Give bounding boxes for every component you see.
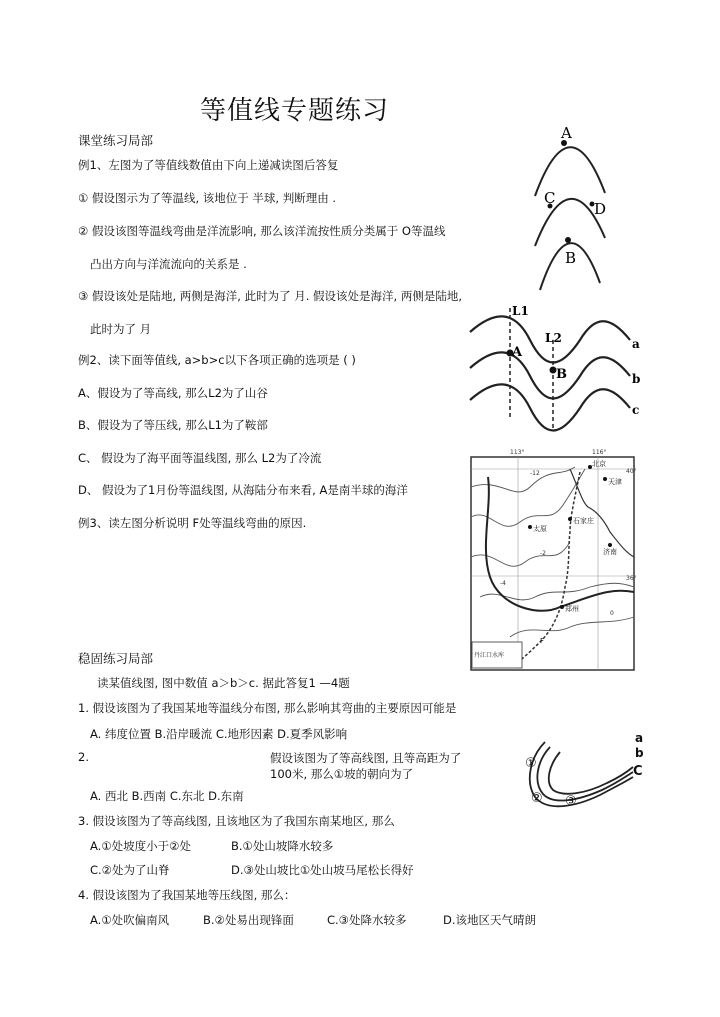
question3-option-b: B.①处山坡降水较多: [231, 839, 334, 853]
label-a: a: [635, 731, 644, 745]
example1-question2: ② 假设该图等温线弯曲是洋流影响, 那么该洋流按性质分类属于 O等温线: [78, 224, 446, 238]
city-taiyuan: 太原: [533, 525, 547, 533]
label-a: A: [561, 124, 572, 142]
example1-question3: ③ 假设该处是陆地, 两侧是海洋, 此时为了 月. 假设该处是海洋, 两侧是陆地,: [78, 289, 463, 303]
example2-option-a: A、假设为了等高线, 那么L2为了山谷: [78, 386, 268, 400]
question2-text-line2: 100米, 那么①坡的朝向为了: [270, 767, 414, 781]
section-heading-classroom: 课堂练习局部: [78, 133, 154, 148]
example2-option-c: C、 假设为了海平面等温线图, 那么 L2为了冷流: [78, 451, 322, 465]
example1-question1: ① 假设图示为了等温线, 该地位于 半球, 判断理由 .: [78, 191, 337, 205]
question3-option-a: A.①处坡度小于②处: [90, 839, 191, 853]
example1-intro: 例1、左图为了等值线数值由下向上递减读图后答复: [78, 158, 339, 172]
isoline-c: [470, 384, 630, 430]
figure-wavy-isolines: [470, 300, 640, 430]
example3: 例3、读左图分析说明 F处等温线弯曲的原因.: [78, 516, 307, 530]
example2-option-d: D、 假设为了1月份等温线图, 从海陆分布来看, A是南半球的海洋: [78, 483, 408, 497]
label-point-1: ①: [525, 756, 537, 771]
consolidation-intro: 读某值线图, 图中数值 a＞b＞c. 据此答复1 —4题: [97, 676, 350, 690]
lon-116: 116°: [592, 449, 607, 456]
city-jinan: 济南: [603, 548, 617, 556]
example1-question2-cont: 凸出方向与洋流流向的关系是 .: [90, 257, 247, 271]
figure-bent-isolines: [505, 727, 645, 827]
map-frame: [471, 457, 634, 670]
isoline-c: [549, 752, 633, 794]
city-shijiazhuang: 石家庄: [573, 517, 594, 525]
label-point-3: ③: [565, 794, 577, 809]
label-c: c: [632, 403, 640, 417]
question4-option-a: A.①处吹偏南风: [90, 913, 170, 927]
point-f: F: [540, 637, 545, 645]
question1: 1. 假设该图为了我国某地等温线分布图, 那么影响其弯曲的主要原因可能是: [78, 701, 457, 715]
question4-option-d: D.该地区天气晴朗: [443, 913, 537, 927]
temp-label-4: 0: [610, 610, 614, 617]
example2-option-b: B、假设为了等压线, 那么L1为了鞍部: [78, 418, 268, 432]
lon-113: 113°: [510, 449, 525, 456]
question2-number: 2.: [78, 750, 89, 764]
question4: 4. 假设该图为了我国某地等压线图, 那么：: [78, 888, 296, 902]
label-c: C: [633, 764, 643, 779]
label-b: B: [565, 249, 577, 267]
label-point-2: ②: [531, 791, 543, 806]
question1-options: A. 纬度位置 B.沿岸暖流 C.地形因素 D.夏季风影响: [90, 727, 348, 741]
question3: 3. 假设该图为了等高线图, 且该地区为了我国东南某地区, 那么: [78, 814, 395, 828]
question2-text-line1: 假设该图为了等高线图, 且等高距为了: [270, 751, 462, 765]
lat-40: 40°: [626, 468, 637, 475]
isoline-b: [537, 747, 633, 801]
question3-option-d: D.③处山坡比①处山坡马尾松长得好: [231, 863, 414, 877]
label-b: b: [635, 746, 644, 760]
temp-label-1: -12: [530, 470, 540, 477]
point-b: [565, 237, 571, 243]
temp-label-2: -4: [500, 580, 506, 587]
example1-question3-cont: 此时为了 月: [90, 322, 152, 336]
question4-option-b: B.②处易出现锋面: [203, 913, 294, 927]
question3-option-c: C.②处为了山脊: [90, 863, 170, 877]
figure-isoline-arcs: [530, 118, 620, 298]
label-l2: L2: [545, 331, 562, 345]
reservoir-label: 丹江口水库: [474, 652, 505, 659]
question4-option-c: C.③处降水较多: [327, 913, 407, 927]
temp-label-3: -2: [540, 550, 546, 557]
label-point-a: A: [512, 345, 523, 360]
figure-isotherm-map: [470, 447, 638, 674]
page-title: 等值线专题练习: [200, 96, 390, 126]
label-point-b: B: [556, 367, 567, 382]
label-b: b: [632, 372, 641, 386]
label-l1: L1: [512, 304, 529, 318]
isoline-b: [470, 352, 630, 398]
city-tianjin: 天津: [608, 478, 622, 486]
label-a: a: [632, 337, 640, 351]
city-zhengzhou: 郑州: [565, 605, 579, 613]
label-c: C: [544, 189, 556, 207]
example2-intro: 例2、读下面等值线, a>b>c以下各项正确的选项是 ( ): [78, 353, 356, 367]
section-heading-consolidation: 稳固练习局部: [78, 651, 154, 666]
lat-36: 36°: [626, 575, 637, 582]
question2-options: A. 西北 B.西南 C.东北 D.东南: [90, 789, 244, 803]
label-d: D: [594, 200, 607, 218]
city-beijing: 北京: [592, 460, 606, 468]
